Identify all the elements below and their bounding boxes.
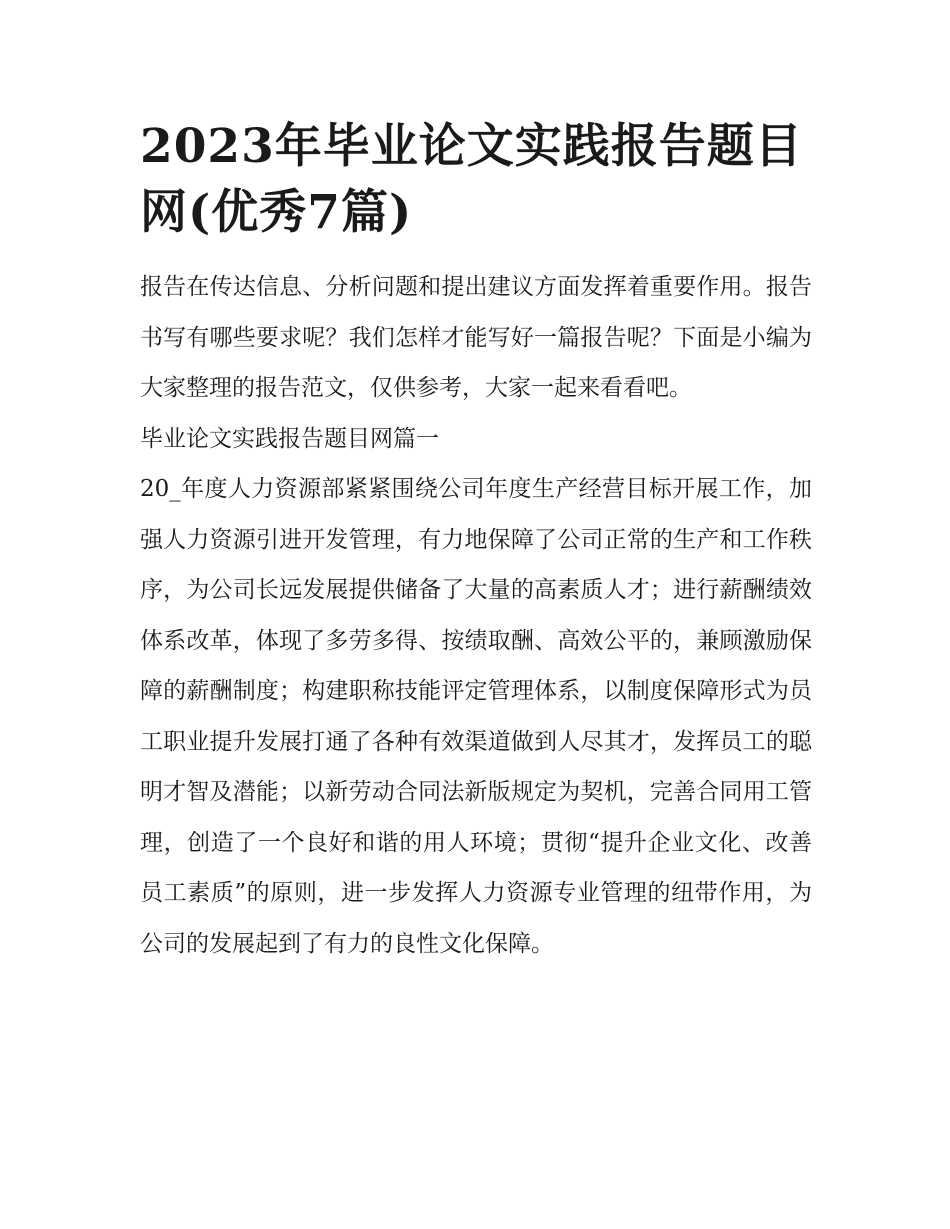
document-content [140, 114, 812, 969]
document-title: 2023年毕业论文实践报告题目网(优秀7篇) [140, 119, 803, 240]
section-heading: 毕业论文实践报告题目网篇一 [140, 425, 439, 452]
body-paragraph: 20_年度人力资源部紧紧围绕公司年度生产经营目标开展工作，加强人力资源引进开发管理，有力地保障了公司正常的生产和工作秩序，为公司长远发展提供储备了大量的高素质人才；进行薪酬绩效体系改革，体现了多劳多得、按绩取酬、高效公平的，兼顾激励保障的薪酬制度；构建职称技能评定管理体系，以制度保障形式为员工职业提升发展打通了各种有效渠道做到人尽其才，发挥员工的聪明才智及潜能；以新劳动合同法新版规定为契机，完善合同用工管理，创造了一个良好和谐的用人环境；贯彻“提升企业文化、改善员工素质”的原则，进一步发挥人力资源专业管理的纽带作用，为公司的发展起到了有力的良性文化保障。 [140, 476, 812, 957]
intro-paragraph: 报告在传达信息、分析问题和提出建议方面发挥着重要作用。报告书写有哪些要求呢？我们怎样才能写好一篇报告呢？下面是小编为大家整理的报告范文，仅供参考，大家一起来看看吧。 [140, 274, 812, 401]
